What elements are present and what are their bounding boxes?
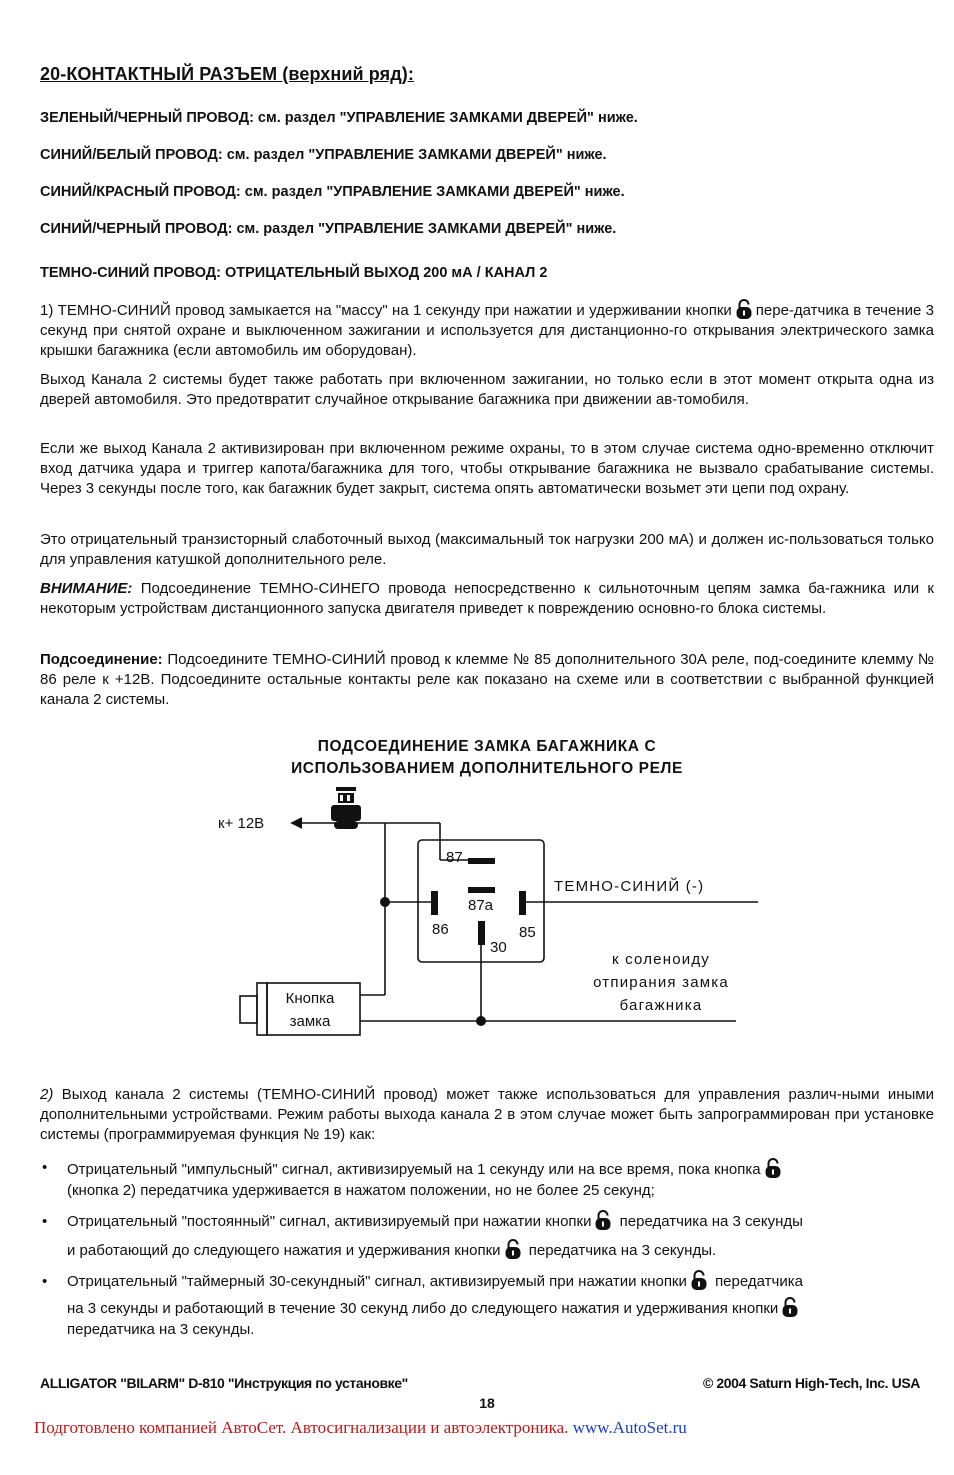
connection-label: Подсоединение: (40, 651, 163, 668)
pin-30-contact (478, 921, 485, 945)
paragraph-3: Если же выход Канала 2 активизирован при включенном режиме охраны, то в этом случае система одно-временно отключит вход датчика удара и триггер капота/багажника для того, чтобы открывание багажника не вызвало срабатывание системы. Через 3 секунды после того, как багажник будет закрыт, система опять автоматически возьмет эти цепи под охрану. (40, 440, 934, 497)
wire-blue-red: СИНИЙ/КРАСНЫЙ ПРОВОД: см. раздел "УПРАВЛЕНИЕ ЗАМКАМИ ДВЕРЕЙ" ниже. (40, 184, 625, 200)
label-plus12: к+ 12В (218, 815, 265, 832)
junction-dot (380, 897, 390, 907)
paragraph-5 (40, 1085, 934, 1145)
bullet-3: • Отрицательный "таймерный 30-секундный" сигнал, активизируемый при нажатии кнопки передатчика на 3 секунды и работающий в течение 30 секунд либо до следующего нажатия и удерживания кнопки передатчика на 3 секунды. (40, 1268, 934, 1338)
paragraph-2: Выход Канала 2 системы будет также работать при включенном зажигании, но только если в этот момент открыта одна из дверей автомобиля. Это предотвратит случайное открывание багажника при движении ав-томобиля. (40, 371, 934, 408)
wire-blue-black: СИНИЙ/ЧЕРНЫЙ ПРОВОД: см. раздел "УПРАВЛЕНИЕ ЗАМКАМИ ДВЕРЕЙ" ниже. (40, 221, 617, 237)
bullet-2: • Отрицательный "постоянный" сигнал, активизируемый при нажатии кнопки передатчика на 3 секунды и работающий до следующего нажатия и удерживания кнопки передатчика на 3 секунды. (40, 1207, 934, 1263)
connection-text: Подсоедините ТЕМНО-СИНИЙ провод к клемме № 85 дополнительного 30А реле, под-соедините клемму № 86 реле к +12В. Подсоедините остальные контакты реле как показано на схеме или в соответствии с выбранной функцией канала 2 системы. (40, 651, 934, 708)
bullet-2-b: передатчика на 3 секунды (619, 1213, 803, 1230)
label-30: 30 (490, 939, 507, 956)
lock-icon (504, 1238, 522, 1260)
label-dark-blue: ТЕМНО-СИНИЙ (-) (554, 878, 705, 895)
bullet-3-c: на 3 секунды и работающий в течение 30 секунд либо до следующего нажатия и удерживания кнопки (67, 1300, 779, 1317)
bullet-2-a: Отрицательный "постоянный" сигнал, активизируемый при нажатии кнопки (67, 1213, 592, 1230)
footer-title: ALLIGATOR "BILARM" D-810 "Инструкция по установке" (40, 1375, 408, 1391)
label-solenoid-1: к соленоиду (612, 951, 710, 968)
label-87: 87 (446, 849, 463, 866)
label-85: 85 (519, 924, 536, 941)
paragraph-4: Это отрицательный транзисторный слаботочный выход (максимальный ток нагрузки 200 мА) и должен ис-пользоваться только для управления катушкой дополнительного реле. (40, 531, 934, 568)
credits-text: Подготовлено компанией АвтоСет. Автосигнализации и автоэлектроника. (34, 1418, 569, 1437)
bullet-1: • Отрицательный "импульсный" сигнал, активизируемый на 1 секунду или на все время, пока кнопка (кнопка 2) передатчика удерживается в нажатом положении, но не более 25 секунд; (40, 1157, 934, 1199)
pin-87a-contact (468, 887, 495, 893)
warning-text: Подсоединение ТЕМНО-СИНЕГО провода непосредственно к сильноточным цепям замка ба-гажника или к некоторым устройствам дистанционного запуска двигателя приведет к повреждению основно-го блока системы. (40, 580, 934, 617)
bullet-3-b: передатчика (715, 1273, 803, 1290)
p1-before: 1) ТЕМНО-СИНИЙ провод замыкается на "массу" на 1 секунду при нажатии и удерживании кнопки (40, 302, 732, 319)
warning-label: ВНИМАНИЕ: (40, 580, 133, 597)
fuse-icon (331, 787, 361, 829)
p1-after: пере-датчика в течение 3 секунд при снятой охране и выключенном зажигании и используется для дистанционно-го открывания электрического замка крышки багажника (если автомобиль им оборудован). (40, 302, 934, 359)
credits-line (34, 1418, 687, 1438)
section-heading: 20-КОНТАКТНЫЙ РАЗЪЕМ (верхний ряд): (40, 64, 414, 84)
page-number: 18 (479, 1395, 495, 1411)
wire-green-black: ЗЕЛЕНЫЙ/ЧЕРНЫЙ ПРОВОД: см. раздел "УПРАВЛЕНИЕ ЗАМКАМИ ДВЕРЕЙ" ниже. (40, 110, 638, 126)
lock-icon (764, 1157, 782, 1179)
lock-icon (594, 1209, 612, 1231)
pin-87-contact (468, 858, 495, 864)
label-87a: 87а (468, 897, 494, 914)
lock-icon (781, 1296, 799, 1318)
diagram-title-line2: ИСПОЛЬЗОВАНИЕМ ДОПОЛНИТЕЛЬНОГО РЕЛЕ (291, 760, 683, 777)
p5-text: Выход канала 2 системы (ТЕМНО-СИНИЙ провод) может также использоваться для управления различ-ными иными дополнительными устройствами. Режим работы выхода канала 2 в этом случае может быть запрограммирован при установке системы (программируемая функция № 19) как: (40, 1086, 934, 1143)
bullet-2-c: и работающий до следующего нажатия и удерживания кнопки (67, 1242, 501, 1259)
p5-num: 2) (40, 1086, 54, 1103)
label-button-2: замка (289, 1013, 331, 1030)
credits-link[interactable]: www.AutoSet.ru (572, 1418, 687, 1437)
bullet-1-b: (кнопка 2) передатчика удерживается в нажатом положении, но не более 25 секунд; (67, 1182, 655, 1199)
bullet-3-a: Отрицательный "таймерный 30-секундный" сигнал, активизируемый при нажатии кнопки (67, 1273, 687, 1290)
pin-86-contact (431, 891, 438, 915)
wire-dark-blue-heading: ТЕМНО-СИНИЙ ПРОВОД: ОТРИЦАТЕЛЬНЫЙ ВЫХОД 200 мА / КАНАЛ 2 (40, 265, 548, 281)
diagram-title-line1: ПОДСОЕДИНЕНИЕ ЗАМКА БАГАЖНИКА С (317, 738, 657, 755)
bullet-3-d: передатчика на 3 секунды. (67, 1321, 255, 1338)
lock-icon (690, 1269, 708, 1291)
label-button-1: Кнопка (285, 990, 335, 1007)
wire-blue-white: СИНИЙ/БЕЛЫЙ ПРОВОД: см. раздел "УПРАВЛЕНИЕ ЗАМКАМИ ДВЕРЕЙ" ниже. (40, 147, 607, 163)
label-solenoid-3: багажника (619, 997, 703, 1014)
label-solenoid-2: отпирания замка (593, 974, 729, 991)
junction-dot (476, 1016, 486, 1026)
bullet-1-a: Отрицательный "импульсный" сигнал, активизируемый на 1 секунду или на все время, пока кнопка (67, 1161, 761, 1178)
footer-copyright: © 2004 Saturn High-Tech, Inc. USA (702, 1375, 920, 1391)
bullet-2-d: передатчика на 3 секунды. (528, 1242, 717, 1259)
label-86: 86 (432, 921, 449, 938)
pin-85-contact (519, 891, 526, 915)
